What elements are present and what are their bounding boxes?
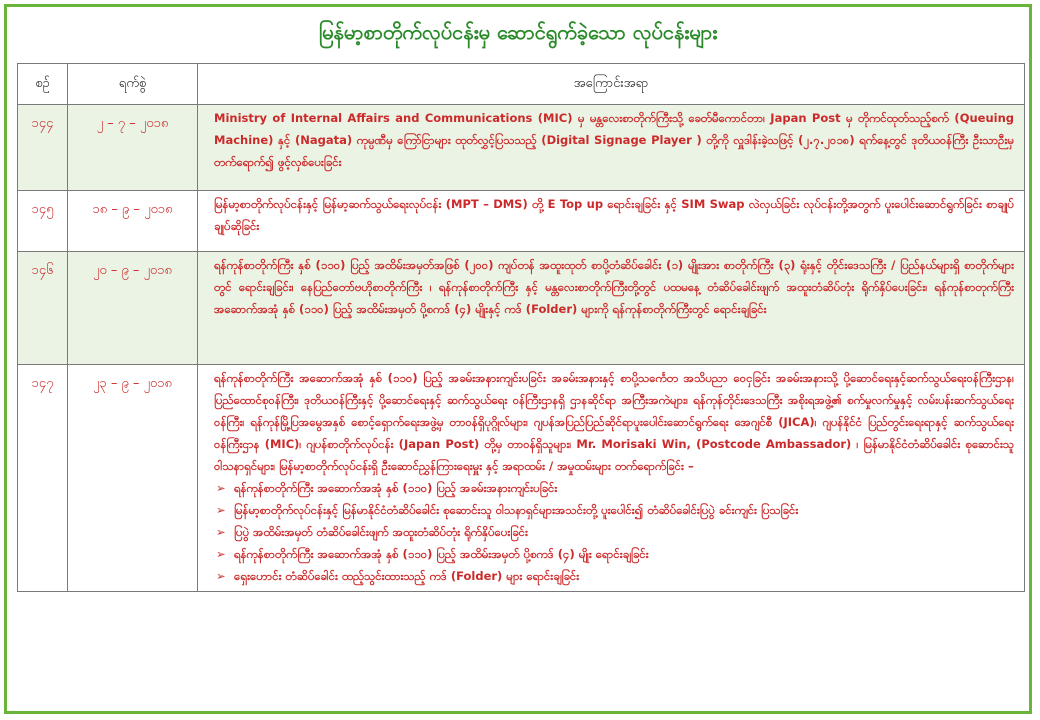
header-date: ရက်စွဲ <box>68 64 198 105</box>
table-header-row <box>18 64 1025 105</box>
list-item-text: ရှေးဟောင်း တံဆိပ်ခေါင်း ထည့်သွင်းထားသည့် ကဒ် (Folder) များ ရောင်းချခြင်း <box>234 569 580 583</box>
arrow-bullet-icon: ➢ <box>216 503 226 517</box>
document-frame <box>4 4 1032 714</box>
list-item-text: ပြပွဲ အထိမ်းအမှတ် တံဆိပ်ခေါင်းဖျက် အထူးတံဆိပ်တုံး ရိုက်နှိပ်ပေးခြင်း <box>234 525 528 539</box>
table-row <box>18 105 1025 191</box>
row-date: ၂ – ၇ – ၂၀၁၈ <box>68 105 198 191</box>
list-item-text: မြန်မာ့စာတိုက်လုပ်ငန်းနှင့် မြန်မာနိုင်ငံတံဆိပ်ခေါင်း စုဆောင်းသူ ဝါသနာရှင်များအသင်းတို့ ပူးပေါင်း၍ တံဆိပ်ခေါင်းပြပွဲ ခင်းကျင်း ပြသခြင်း <box>234 503 799 517</box>
arrow-bullet-icon: ➢ <box>216 569 226 583</box>
row-description: Ministry of Internal Affairs and Communications (MIC) မှ မန္တလေးစာတိုက်ကြီးသို့ ခေတ်မီကောင်တာ၊ Japan Post မှ တိုကင်ထုတ်သည့်စက် (Queuing Machine) နှင့် (Nagata) ကုမ္ပဏီမှ ကြော်ငြာများ ထုတ်လွှင့်ပြသသည့် (Digital Signage Player ) တို့ကို လှူဒါန်းခဲ့သဖြင့် (၂.၇.၂၀၁၈) ရက်နေ့တွင် ဒုတိယဝန်ကြီး ဦးသာဉီးမှ တက်ရောက်၍ ဖွင့်လှစ်ပေးခြင်း <box>198 105 1025 191</box>
row-description-text: ရန်ကုန်စာတိုက်ကြီး အဆောက်အအုံ နှစ် (၁၁၀) ပြည့် အခမ်းအနားကျင်းပခြင်း အခမ်းအနားနှင့် စာပို့သင်္ကေတ အသိပညာ ဝေငှခြင်း အခမ်းအနားသို့ ပို့ဆောင်ရေးနှင့်ဆက်သွယ်ရေးဝန်ကြီးဌာန၊ ပြည်ထောင်စုဝန်ကြီး၊ ဒုတိယဝန်ကြီးနှင့် ပို့ဆောင်ရေးနှင့် ဆက်သွယ်ရေး ဝန်ကြီးဌာနရှိ ဌာနဆိုင်ရာ အကြီးအကဲများ၊ ရန်ကုန်တိုင်းဒေသကြီး အစိုးရအဖွဲ့၏ စက်မှုလက်မှုနှင့် လမ်းပန်းဆက်သွယ်ရေးဝန်ကြီး၊ ရန်ကုန်မြို့ပြအမွေအနှစ် စောင့်ရှောက်ရေးအဖွဲ့မှ တာဝန်ရှိပုဂ္ဂိုလ်များ၊ ဂျပန်အပြည်ပြည်ဆိုင်ရာပူးပေါင်းဆောင်ရွက်ရေး အေဂျင်စီ (JICA)၊ ဂျပန်နိုင်ငံ ပြည်တွင်းရေးရာနှင့် ဆက်သွယ်ရေးဝန်ကြီးဌာန (MIC)၊ ဂျပန်စာတိုက်လုပ်ငန်း (Japan Post) တို့မှ တာဝန်ရှိသူများ၊ Mr. Morisaki Win, (Postcode Ambassador) ၊ မြန်မာနိုင်ငံတံဆိပ်ခေါင်း စုဆောင်းသူ ဝါသနာရှင်များ၊ မြန်မာ့စာတိုက်လုပ်ငန်းရှိ ဦးဆောင်ညွှန်ကြားရေးမှူး နှင့် အရာထမ်း / အမှုထမ်းများ တက်ရောက်ခြင်း – <box>214 371 1014 473</box>
arrow-bullet-icon: ➢ <box>216 547 226 561</box>
header-description: အကြောင်းအရာ <box>198 64 1025 105</box>
table-row <box>18 252 1025 365</box>
list-item <box>214 499 1014 521</box>
list-item <box>214 477 1014 499</box>
row-date: ၁၈ – ၉ – ၂၀၁၈ <box>68 191 198 252</box>
list-item <box>214 543 1014 565</box>
row-number: ၁၄၅ <box>18 191 68 252</box>
row-description: ရန်ကုန်စာတိုက်ကြီး နှစ် (၁၁၀) ပြည့် အထိမ်းအမှတ်အဖြစ် (၂၀၀) ကျပ်တန် အထူးထုတ် စာပို့တံဆိပ်ခေါင်း (၁) မျိုးအား စာတိုက်ကြီး (၃) ရုံးနှင့် တိုင်းဒေသကြီး / ပြည်နယ်များရှိ စာတိုက်များတွင် ရောင်းချခြင်း၊ နေပြည်တော်ဗဟိုစာတိုက်ကြီး ၊ ရန်ကုန်စာတိုက်ကြီး နှင့် မန္တလေးစာတိုက်ကြီးတို့တွင် ပထမနေ့ တံဆိပ်ခေါင်းဖျက် အထူးတံဆိပ်တုံး ရိုက်နှိပ်ပေးခြင်း၊ ရန်ကုန်စာတုက်ကြီး အဆောက်အအုံ နှစ် (၁၁၀) ပြည့် အထိမ်းအမှတ် ပို့စကဒ် (၄) မျိုးနှင့် ကဒ် (Folder) များကို ရန်ကုန်စာတိုက်ကြီးတွင် ရောင်းချခြင်း <box>198 252 1025 365</box>
arrow-bullet-icon: ➢ <box>216 525 226 539</box>
table-row <box>18 365 1025 592</box>
row-description: မြန်မာ့စာတိုက်လုပ်ငန်းနှင့် မြန်မာ့ဆက်သွယ်ရေးလုပ်ငန်း (MPT – DMS) တို့ E Top up ရောင်းချခြင်း နှင့် SIM Swap လဲလှယ်ခြင်း လုပ်ငန်းတို့အတွက် ပူးပေါင်းဆောင်ရွက်ခြင်း စာချုပ် ချုပ်ဆိုခြင်း <box>198 191 1025 252</box>
arrow-bullet-icon: ➢ <box>216 481 226 495</box>
row-date: ၂၃ – ၉ – ၂၀၁၈ <box>68 365 198 592</box>
list-item <box>214 565 1014 587</box>
activities-table <box>17 63 1025 592</box>
row-number: ၁၄၇ <box>18 365 68 592</box>
row-description <box>198 365 1025 592</box>
list-item <box>214 521 1014 543</box>
page-title: မြန်မာ့စာတိုက်လုပ်ငန်းမှ ဆောင်ရွက်ခဲ့သော လုပ်ငန်းများ <box>318 20 718 44</box>
row-date: ၂၀ – ၉ – ၂၀၁၈ <box>68 252 198 365</box>
row-number: ၁၄၆ <box>18 252 68 365</box>
header-number: စဉ် <box>18 64 68 105</box>
list-item-text: ရန်ကုန်စာတိုက်ကြီး အဆောက်အအုံ နှစ် (၁၁၀) ပြည့် အခမ်းအနားကျင်းပခြင်း <box>234 481 558 495</box>
table-row <box>18 191 1025 252</box>
list-item-text: ရန်ကုန်စာတိုက်ကြီး အဆောက်အအုံ နှစ် (၁၁၀) ပြည့် အထိမ်းအမှတ် ပို့စကဒ် (၄) မျိုး ရောင်းချခြင်း <box>234 547 649 561</box>
row-number: ၁၄၄ <box>18 105 68 191</box>
bullet-list <box>214 477 1014 587</box>
